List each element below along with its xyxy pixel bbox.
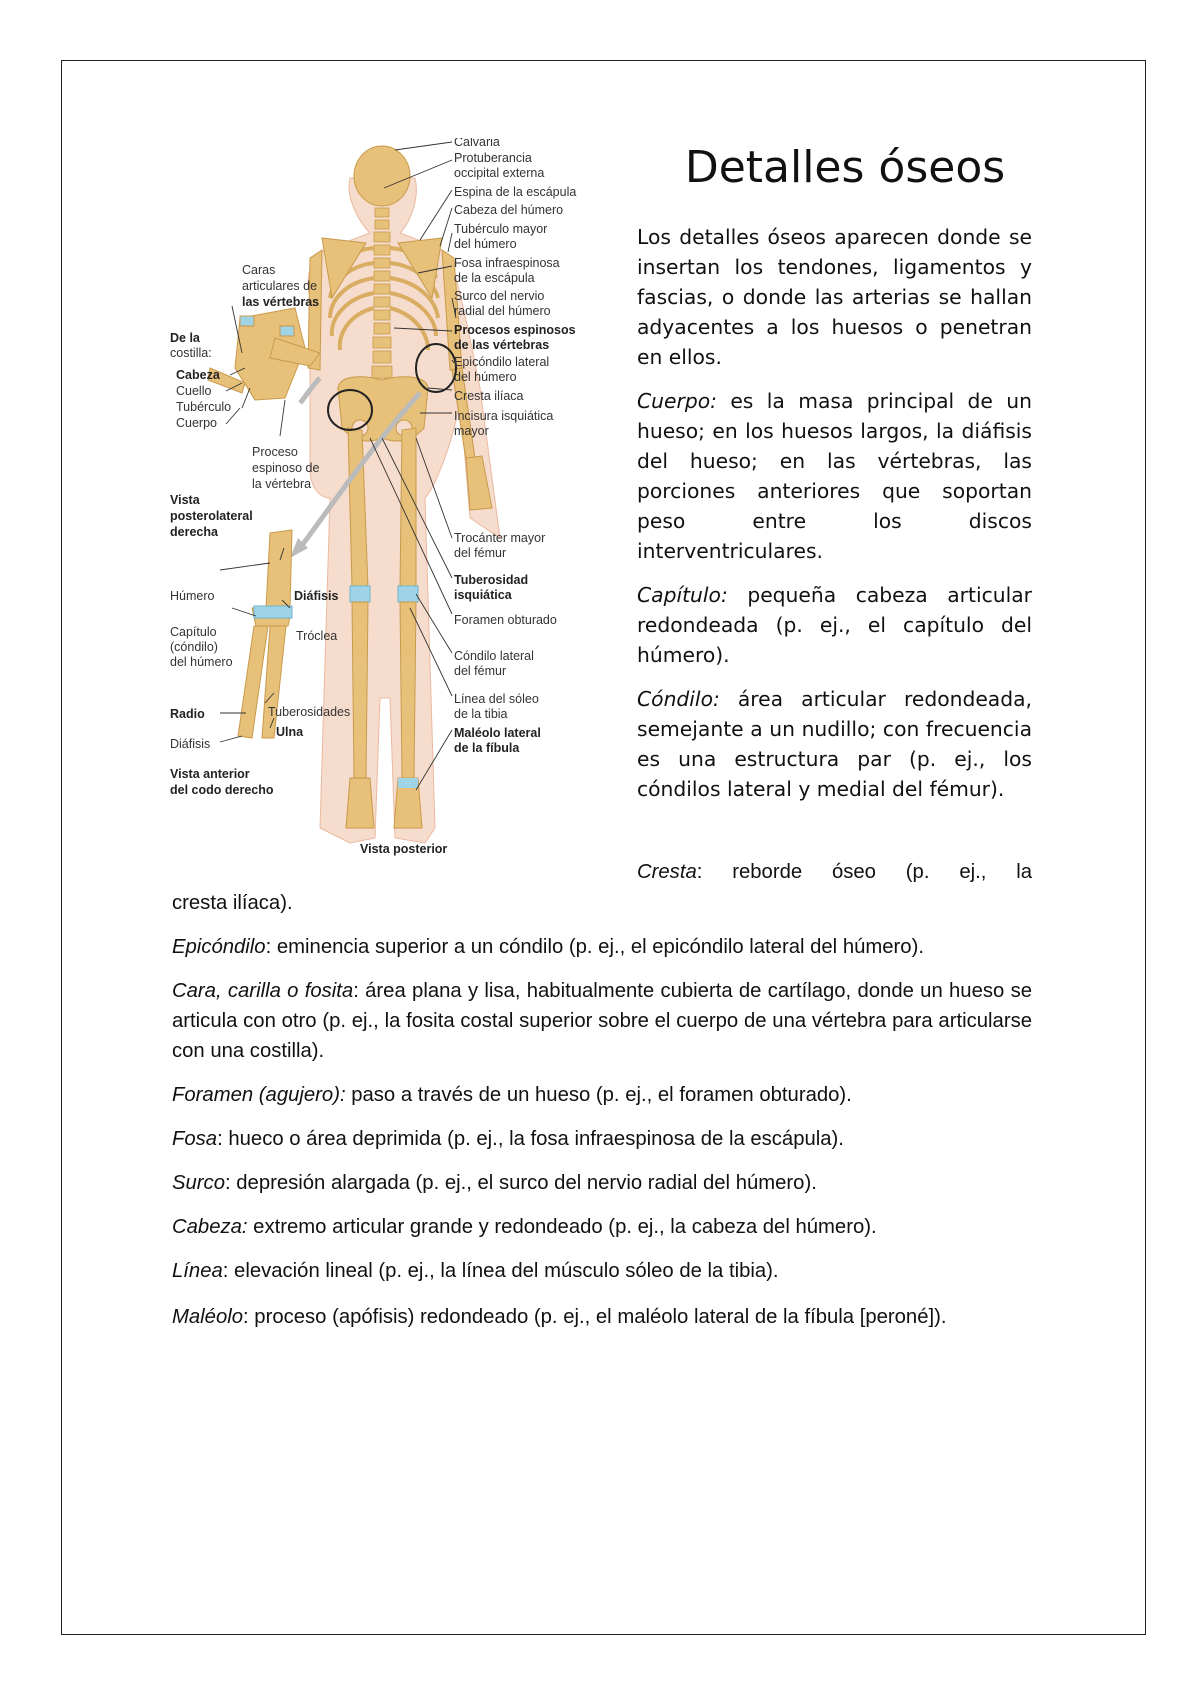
intro-paragraph: Los detalles óseos aparecen donde se insertan los tendones, ligamentos y fascias, o donde las arterias se hallan adyacentes a los huesos o penetran en ellos.: [637, 225, 1032, 369]
definition-cara: [172, 976, 1032, 1066]
label-cuello: Cuello: [176, 384, 212, 398]
right-column: [637, 222, 1032, 818]
term: Cabeza:: [172, 1216, 248, 1238]
label-vista-posterior: Vista posterior: [360, 842, 448, 856]
term: Cara, carilla o fosita: [172, 980, 354, 1002]
label-procesos-1: Procesos espinosos: [454, 323, 576, 337]
page-title: Detalles óseos: [684, 142, 1006, 193]
label-foramen: Foramen obturado: [454, 613, 557, 627]
term: Cuerpo:: [637, 389, 717, 413]
definition-text: : reborde óseo (p. ej., la: [696, 861, 1032, 883]
definition-linea: [172, 1256, 1032, 1286]
label-vpl-1: Vista: [170, 493, 200, 507]
skeleton-illustration: [170, 138, 620, 863]
definition-text: : elevación lineal (p. ej., la línea del músculo sóleo de la tibia).: [222, 1260, 779, 1282]
definition-text: paso a través de un hueso (p. ej., el foramen obturado).: [345, 1084, 852, 1106]
label-calvaria: Calvaria: [454, 138, 500, 149]
label-cabeza-humero: Cabeza del húmero: [454, 203, 564, 217]
definition-condilo: [637, 684, 1032, 804]
definition-cabeza: [172, 1212, 1032, 1242]
label-protuberancia-1: Protuberancia: [454, 151, 532, 165]
definition-text: área articular redondeada, semejante a un nudillo; con frecuencia es una estructura par (p. ej., los cóndilos lateral y medial del fémur).: [637, 687, 1032, 801]
label-caras-3: las vértebras: [242, 295, 320, 309]
term: Capítulo:: [637, 583, 728, 607]
term: Epicóndilo: [172, 936, 266, 958]
label-proceso-1: Proceso: [252, 445, 298, 459]
label-maleolo-1: Maléolo lateral: [454, 726, 541, 740]
term: Cresta: [637, 861, 697, 883]
definition-maleolo: [172, 1294, 1032, 1341]
definition-fosa: [172, 1124, 1032, 1154]
term: Cóndilo:: [637, 687, 720, 711]
definition-foramen: [172, 1080, 1032, 1110]
definition-epicondilo: [172, 932, 1032, 962]
tibia-left: [352, 602, 368, 778]
label-incisura-1: Incisura isquiática: [454, 409, 554, 423]
label-tuberosidades: Tuberosidades: [268, 705, 351, 719]
label-cresta: Cresta ilíaca: [454, 389, 524, 403]
label-linea-1: Línea del sóleo: [454, 692, 539, 706]
label-proceso-2: espinoso de: [252, 461, 320, 475]
knee-cartilage-left: [350, 586, 370, 602]
definition-capitulo: [637, 580, 1032, 670]
label-epicondilo-1: Epicóndilo lateral: [454, 355, 550, 369]
label-diafisis-bottom: Diáfisis: [170, 737, 211, 751]
label-capitulo-1: Capítulo: [170, 625, 217, 639]
definition-surco: [172, 1168, 1032, 1198]
label-caras-1: Caras: [242, 263, 276, 277]
label-cuerpo: Cuerpo: [176, 416, 217, 430]
label-fosa-2: de la escápula: [454, 271, 535, 285]
label-protuberancia-2: occipital externa: [454, 166, 545, 180]
label-cabeza: Cabeza: [176, 368, 220, 382]
ankle-cartilage: [398, 778, 418, 788]
label-humero: Húmero: [170, 589, 215, 603]
definition-cresta-line2: cresta ilíaca).: [172, 892, 293, 914]
definition-text: : hueco o área deprimida (p. ej., la fosa infraespinosa de la escápula).: [217, 1128, 844, 1150]
knee-cartilage-right: [398, 586, 418, 602]
label-vpl-2: posterolateral: [170, 509, 253, 523]
definition-text: pequeña cabeza articular redondeada (p. ej., el capítulo del húmero).: [637, 583, 1032, 667]
label-dela-2: costilla:: [170, 346, 212, 360]
label-troclea: Tróclea: [296, 629, 338, 643]
label-capitulo-2: (cóndilo): [170, 640, 218, 654]
label-condilo-1: Cóndilo lateral: [454, 649, 534, 663]
definition-text: : eminencia superior a un cóndilo (p. ej., el epicóndilo lateral del húmero).: [265, 936, 924, 958]
label-condilo-2: del fémur: [454, 664, 507, 678]
term: Línea: [172, 1260, 223, 1282]
label-incisura-2: mayor: [454, 424, 489, 438]
label-tuberculo-1: Tubérculo mayor: [454, 222, 548, 236]
label-vac-1: Vista anterior: [170, 767, 250, 781]
label-procesos-2: de las vértebras: [454, 338, 550, 352]
label-diafisis-top: Diáfisis: [294, 589, 339, 603]
definition-text: : área plana y lisa, habitualmente cubierta de cartílago, donde un hueso se articula con otro (p. ej., la fosita costal superior sobre el cuerpo de una vértebra para articularse con una costilla).: [172, 980, 1032, 1062]
tibia-right: [400, 602, 416, 778]
label-proceso-3: la vértebra: [252, 477, 312, 491]
term: Surco: [172, 1172, 225, 1194]
label-trocanter-1: Trocánter mayor: [454, 531, 546, 545]
label-trocanter-2: del fémur: [454, 546, 507, 560]
label-surco-1: Surco del nervio: [454, 289, 545, 303]
definition-text: extremo articular grande y redondeado (p. ej., la cabeza del húmero).: [247, 1216, 877, 1238]
definition-text: : proceso (apófisis) redondeado (p. ej., el maléolo lateral de la fíbula [peroné]).: [243, 1306, 947, 1328]
label-tuberculo: Tubérculo: [176, 400, 232, 414]
label-capitulo-3: del húmero: [170, 655, 233, 669]
label-radio: Radio: [170, 707, 205, 721]
label-vac-2: del codo derecho: [170, 783, 274, 797]
definition-cuerpo: [637, 386, 1032, 566]
term: Maléolo: [172, 1306, 244, 1328]
label-espina: Espina de la escápula: [454, 185, 577, 199]
spine: [372, 208, 392, 378]
skeleton-figure: [170, 138, 620, 863]
label-caras-2: articulares de: [242, 279, 318, 293]
label-ulna: Ulna: [276, 725, 304, 739]
label-epicondilo-2: del húmero: [454, 370, 517, 384]
label-dela-1: De la: [170, 331, 200, 345]
foot-left: [346, 778, 374, 828]
vertebra-inset: [208, 308, 320, 400]
label-tuberosidad-2: isquiática: [454, 588, 512, 602]
skull: [354, 146, 410, 206]
label-surco-2: radial del húmero: [454, 304, 551, 318]
label-vpl-3: derecha: [170, 525, 218, 539]
definition-text: : depresión alargada (p. ej., el surco del nervio radial del húmero).: [224, 1172, 817, 1194]
label-maleolo-2: de la fíbula: [454, 741, 520, 755]
definition-text: es la masa principal de un hueso; en los huesos largos, la diáfisis del hueso; en las vértebras, las porciones anteriores que soportan peso entre los discos interventriculares.: [637, 389, 1032, 563]
label-fosa-1: Fosa infraespinosa: [454, 256, 560, 270]
label-tuberosidad-1: Tuberosidad: [454, 573, 529, 587]
full-width-definitions: [172, 860, 1032, 1355]
term: Foramen (agujero):: [172, 1084, 346, 1106]
term: Fosa: [172, 1128, 218, 1150]
label-linea-2: de la tibia: [454, 707, 508, 721]
label-tuberculo-2: del húmero: [454, 237, 517, 251]
